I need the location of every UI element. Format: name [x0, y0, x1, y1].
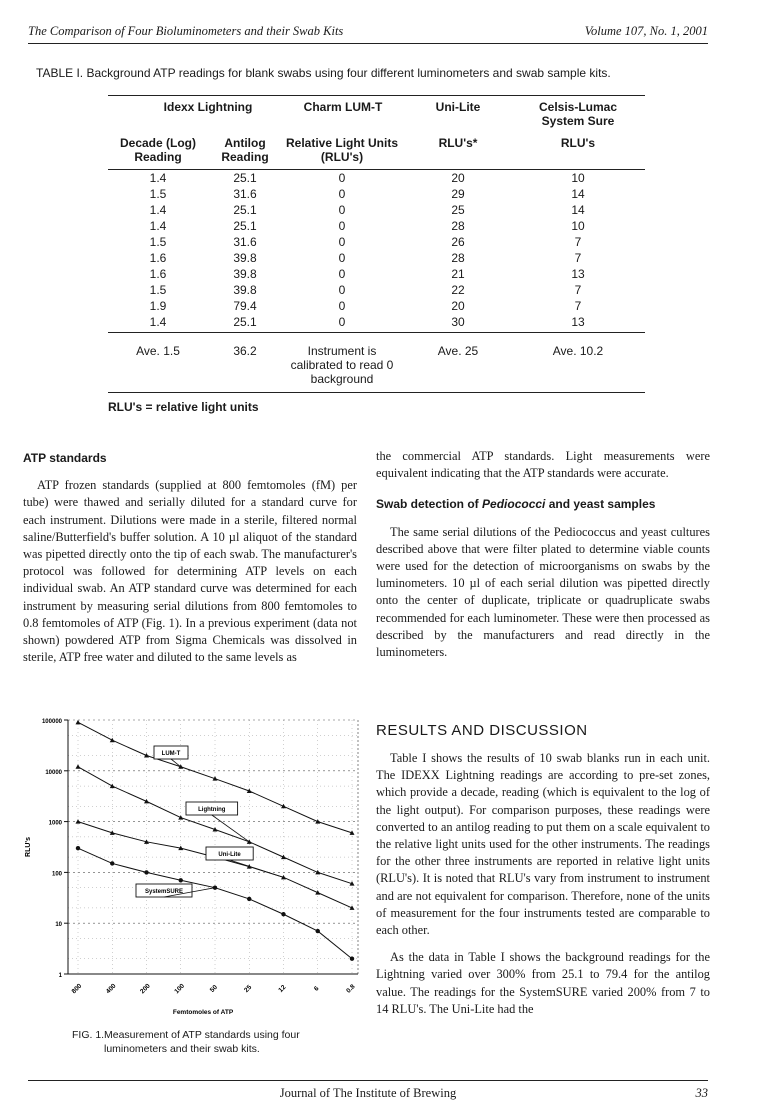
table-cell: 0	[338, 171, 346, 185]
table-cell: 29	[451, 187, 465, 201]
table-cell: 7	[574, 299, 582, 313]
col-header-rlu-celsis: RLU's	[560, 136, 596, 150]
data-point	[76, 720, 81, 725]
group-header-charm: Charm LUM-T	[303, 100, 383, 114]
table-cell: 14	[571, 203, 585, 217]
table-cell: 0	[338, 299, 346, 313]
legend-leader	[212, 815, 249, 842]
figure-1	[10, 712, 365, 1022]
legend-label: SystemSURE	[144, 889, 184, 895]
table-bottom-rule	[108, 392, 645, 393]
avg-unilite: Ave. 25	[437, 344, 479, 358]
data-point	[178, 815, 183, 820]
table-cell: 7	[574, 251, 582, 265]
table-cell: 25.1	[233, 171, 257, 185]
data-point	[110, 738, 115, 743]
table-cell: 1.9	[149, 299, 167, 313]
y-tick-label: 100000	[41, 719, 62, 725]
table-cell: 1.4	[149, 171, 167, 185]
table-cell: 0	[338, 315, 346, 329]
table-cell: 1.4	[149, 219, 167, 233]
data-point	[110, 784, 115, 789]
table-cell: 14	[571, 187, 585, 201]
group-header-celsis: Celsis-Lumac System Sure	[538, 100, 618, 128]
col-header-rlu-charm: Relative Light Units (RLU's)	[286, 136, 399, 164]
table-cell: 0	[338, 251, 346, 265]
table-cell: 21	[451, 267, 465, 281]
data-point	[316, 929, 320, 933]
legend-label: Uni-Lite	[218, 852, 241, 858]
table-cell: 13	[571, 267, 585, 281]
table-cell: 0	[338, 283, 346, 297]
table-cell: 1.5	[149, 283, 167, 297]
journal-name: Journal of The Institute of Brewing	[279, 1086, 457, 1100]
x-tick-label: 800	[70, 982, 84, 996]
avg-celsis: Ave. 10.2	[552, 344, 604, 358]
table-cell: 0	[338, 267, 346, 281]
table-cell: 26	[451, 235, 465, 249]
table-cell: 0	[338, 219, 346, 233]
table-cell: 1.6	[149, 267, 167, 281]
table-caption: TABLE I. Background ATP readings for blank swabs using four different luminometers and swab sample kits.	[36, 66, 611, 80]
x-tick-label: 100	[173, 982, 187, 996]
left-column	[23, 450, 357, 676]
legend-label: LUM-T	[161, 751, 181, 757]
table-cell: 39.8	[233, 251, 257, 265]
x-tick-label: 400	[104, 982, 118, 996]
x-tick-label: 50	[208, 983, 219, 994]
swab-heading-prefix: Swab detection of	[376, 497, 483, 512]
table-cell: 7	[574, 235, 582, 249]
swab-heading-suffix: and yeast samples	[545, 497, 656, 512]
atp-standards-paragraph: ATP frozen standards (supplied at 800 femtomoles (fM) per tube) were thawed and serially diluted for a standard curve for each instrument. Dilutions were made in a sterile, filtered normal saline/Butterfield's buffer solution. A 10 µl aliquot of the standard was pipetted directly onto the tip of each swab. The manufacturer's protocol was followed for determining ATP levels on each individual swab. An ATP standard curve was determined for each instrument by measuring serial dilutions from 800 femtomoles to 0.8 femtomoles of ATP (Fig. 1). In a previous experiment (data not shown) powdered ATP from Sigma Chemicals was dissolved in sterile, ATP free water and diluted to the same levels as	[23, 478, 357, 665]
table-cell: 28	[451, 251, 465, 265]
x-axis-label: Femtomoles of ATP	[172, 1009, 234, 1016]
running-head-volume: Volume 107, No. 1, 2001	[584, 24, 708, 38]
table-cell: 10	[571, 219, 585, 233]
data-point	[76, 846, 80, 850]
figure-caption-text: Measurement of ATP standards using four luminometers and their swab kits.	[104, 1029, 300, 1055]
legend-label: Lightning	[198, 807, 226, 813]
table-cell: 79.4	[233, 299, 257, 313]
x-tick-label: 25	[243, 983, 254, 994]
avg-decade: Ave. 1.5	[136, 344, 180, 358]
data-point	[247, 897, 251, 901]
y-axis-label: RLU's	[25, 837, 32, 857]
header-rule	[28, 43, 708, 44]
x-tick-label: 6	[312, 985, 321, 993]
table-cell: 31.6	[233, 187, 257, 201]
table-cell: 28	[451, 219, 465, 233]
table-cell: 13	[571, 315, 585, 329]
table-cell: 1.4	[149, 315, 167, 329]
y-tick-label: 10000	[45, 769, 62, 776]
x-tick-label: 0.8	[345, 983, 357, 995]
y-tick-label: 1000	[48, 820, 62, 827]
table-cell: 25.1	[233, 219, 257, 233]
col-header-antilog: Antilog Reading	[221, 136, 269, 164]
swab-detection-paragraph: The same serial dilutions of the Pediococcus and yeast cultures described above that were filter plated to determine viable counts were used for the detection of microorganisms on swabs by the luminometers. 10 µl of each serial dilution was pipetted directly onto the center of duplicate, triplicate or quadruplicate swabs recommended for each luminometer. These were then processed as described by the manufacturers and read directly in the luminometers.	[376, 524, 710, 660]
table-cell: 1.4	[149, 203, 167, 217]
atp-standards-chart	[10, 712, 365, 1022]
results-paragraph-1: Table I shows the results of 10 swab blanks run in each unit. The IDEXX Lightning readings are according to pre-set zones, which provide a decade, reading (which is equivalent to the log of the light output). For comparison purposes, these readings were converted to an antilog reading to put them on a scale equivalent to the relative light units used for the other instruments. The readings for the other three instruments are reported in relative light units (RLU's). It is noted that RLU's vary from instrument to instrument and are not equivalent for comparison. Therefore, none of the units of measurement for the four instruments tested are comparable to each other.	[376, 751, 710, 938]
x-tick-label: 12	[277, 983, 288, 994]
table-cell: 1.5	[149, 235, 167, 249]
table-cell: 39.8	[233, 283, 257, 297]
legend-leader	[230, 860, 284, 877]
table-cell: 20	[451, 171, 465, 185]
table-body-rule	[108, 332, 645, 333]
group-header-idexx: Idexx Lightning	[163, 100, 253, 114]
results-column	[376, 750, 710, 1028]
table-top-rule	[108, 95, 645, 96]
data-point	[179, 878, 183, 882]
table-cell: 0	[338, 187, 346, 201]
running-head	[28, 24, 708, 42]
data-point	[281, 912, 285, 916]
data-point	[144, 870, 148, 874]
avg-antilog: 36.2	[233, 344, 257, 358]
figure-caption-label: FIG. 1.	[72, 1029, 105, 1041]
table-cell: 20	[451, 299, 465, 313]
avg-charm-note: Instrument is calibrated to read 0 background	[290, 344, 394, 386]
results-paragraph-2: As the data in Table I shows the background readings for the Lightning varied over 300% from 25.1 to 79.4 for the antilog value. The readings for the SystemSURE varied 200% from 7 to 14 RLU's. The Uni-Lite had the	[376, 950, 710, 1016]
table-cell: 7	[574, 283, 582, 297]
swab-heading-italic: Pediococci	[482, 497, 546, 512]
section-heading-atp-standards: ATP standards	[23, 451, 107, 465]
col-header-rlu-unilite: RLU's*	[438, 136, 478, 150]
table-cell: 39.8	[233, 267, 257, 281]
col-header-decade: Decade (Log) Reading	[119, 136, 196, 164]
table-cell: 30	[451, 315, 465, 329]
table-cell: 31.6	[233, 235, 257, 249]
table-cell: 0	[338, 203, 346, 217]
right-column	[376, 448, 710, 671]
y-tick-label: 100	[51, 871, 62, 878]
data-point	[110, 861, 114, 865]
table-cell: 1.6	[149, 251, 167, 265]
data-point	[76, 764, 81, 769]
group-header-unilite: Uni-Lite	[435, 100, 481, 114]
results-heading: RESULTS AND DISCUSSION	[376, 722, 588, 739]
section-heading-swab-detection	[376, 496, 710, 513]
data-point	[350, 957, 354, 961]
table-footnote: RLU's = relative light units	[108, 400, 259, 414]
table-cell: 25	[451, 203, 465, 217]
page-number: 33	[695, 1086, 708, 1100]
table-cell: 25.1	[233, 203, 257, 217]
x-tick-label: 200	[139, 982, 152, 996]
table-cell: 10	[571, 171, 585, 185]
running-head-title: The Comparison of Four Bioluminometers and their Swab Kits	[28, 24, 344, 38]
footer-rule	[28, 1080, 708, 1081]
continuation-paragraph: the commercial ATP standards. Light measurements were equivalent indicating that the ATP standards were accurate.	[376, 449, 710, 481]
y-tick-label: 1	[58, 973, 62, 979]
table-cell: 25.1	[233, 315, 257, 329]
table-header-rule	[108, 169, 645, 170]
table-cell: 1.5	[149, 187, 167, 201]
y-tick-label: 10	[55, 922, 62, 929]
table-cell: 0	[338, 235, 346, 249]
table-cell: 22	[451, 283, 465, 297]
